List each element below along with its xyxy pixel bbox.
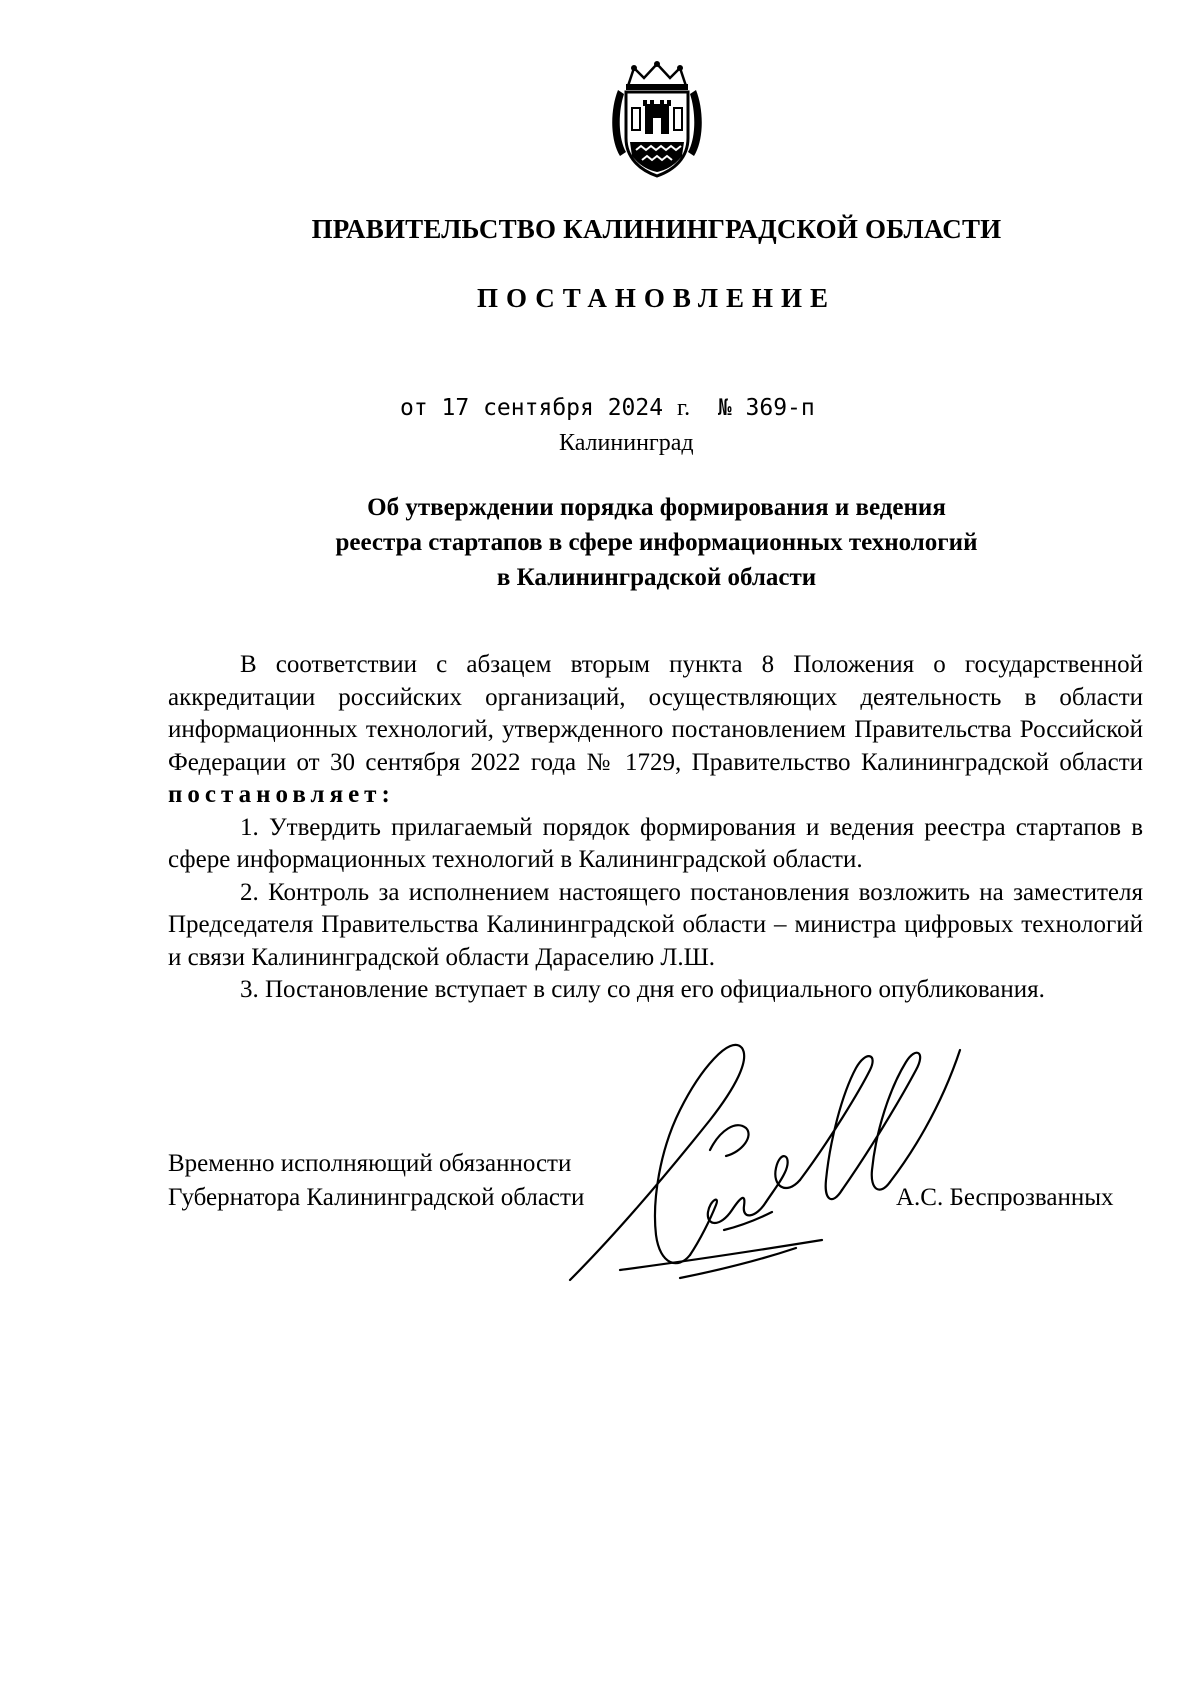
signer-position-line-1: Временно исполняющий обязанности [168,1150,572,1177]
item-3-paragraph: 3. Постановление вступает в силу со дня его официального опубликования. [240,976,1045,1003]
signer-name: А.С. Беспрозванных [896,1184,1114,1211]
subject-line-3: в Калининградской области [496,564,817,591]
signer-position [168,1147,584,1215]
document-type-title: ПОСТАНОВЛЕНИЕ [476,283,837,313]
handwritten-signature [560,1030,980,1300]
government-title: ПРАВИТЕЛЬСТВО КАЛИНИНГРАДСКОЙ ОБЛАСТИ [311,214,1002,244]
preamble-text: В соответствии с абзацем вторым пункта 8 Положения о государственной аккредитации российских организаций, осуществляющих деятельность в области информационных технологий, утвержденного постановлением Правительства Российской Федерации от 30 сентября 2022 года № 1729, Правительство Калининградской области [168,651,1143,776]
subject-line-1: Об утверждении порядка формирования и ведения [367,494,946,521]
year-suffix: г. [676,395,691,421]
preamble-paragraph [168,649,1143,812]
document-city: Калининград [559,430,694,456]
item-1-paragraph: 1. Утвердить прилагаемый порядок формирования и ведения реестра стартапов в сфере информационных технологий в Калининградской области. [168,813,1143,873]
item-2-paragraph: 2. Контроль за исполнением настоящего постановления возложить на заместителя Председателя Правительства Калининградской области – министра цифровых технологий и связи Калининградской области Дараселию Л.Ш. [168,878,1143,971]
subject-line-2: реестра стартапов в сфере информационных технологий [335,529,978,556]
document-body [168,649,1143,1007]
signer-position-line-2: Губернатора Калининградской области [168,1184,585,1211]
document-date: от 17 сентября 2024 [400,395,664,421]
date-number-line [400,395,815,422]
coat-of-arms-icon [608,60,706,180]
document-subject [0,490,1200,595]
resolves-word: постановляет: [168,781,395,808]
document-number: № 369-п [717,395,815,421]
